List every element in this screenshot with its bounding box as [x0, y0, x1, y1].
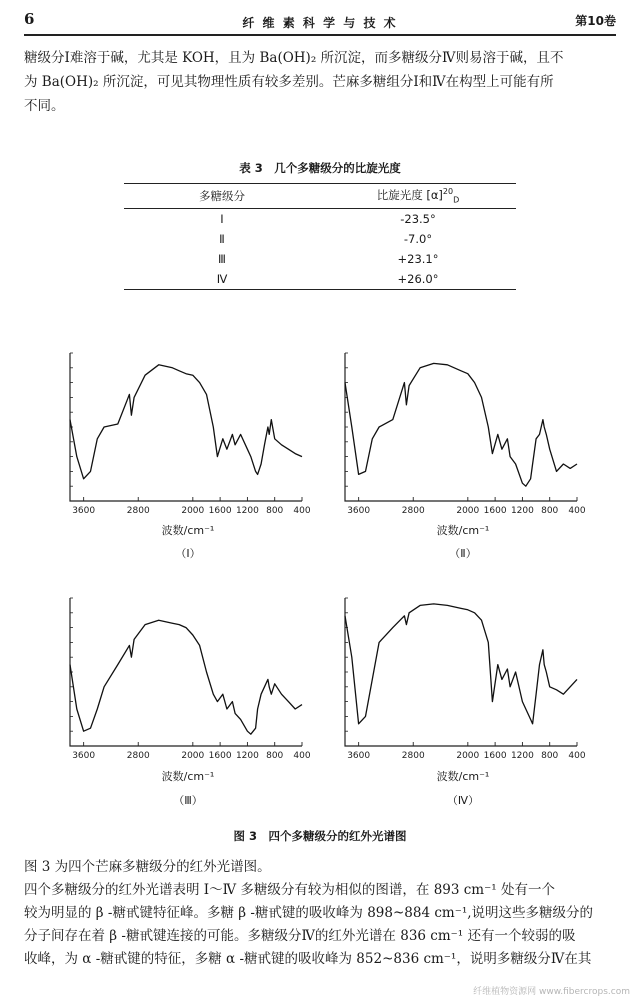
rotation-subscript: D	[453, 195, 460, 205]
chart-3-xlabel: 波数/cm⁻¹	[161, 770, 215, 783]
table-header-row	[124, 184, 516, 209]
x-tick-label: 1200	[235, 751, 259, 761]
ir-spectrum-line	[345, 363, 577, 486]
chart-axes	[70, 598, 302, 746]
x-tick-label: 400	[568, 751, 586, 761]
x-tick-label: 2800	[401, 751, 425, 761]
chart-3-panel-label: （Ⅲ）	[173, 794, 203, 807]
x-tick-label: 2000	[181, 506, 205, 516]
intro-line-1: 糖级分Ⅰ难溶于碱，尤其是 KOH，且为 Ba(OH)₂ 所沉淀，而多糖级分Ⅳ则易溶于碱，且不	[24, 50, 564, 66]
table-cell-rotation: +23.1°	[397, 252, 439, 267]
ir-chart-3	[58, 590, 311, 765]
watermark: 纤维植物资源网 www.fibercrops.com	[473, 987, 630, 997]
volume-label: 第10卷	[575, 14, 616, 28]
table-cell-fraction: Ⅲ	[218, 252, 226, 267]
body-line-3: 较为明显的 β -糖甙键特征峰。多糖 β -糖甙键的吸收峰为 898~884 cm⁻¹,说明这些多糖级分的	[24, 905, 594, 921]
table-row	[124, 269, 516, 290]
x-tick-label: 800	[541, 506, 559, 516]
intro-paragraph	[24, 46, 620, 118]
table-cell-fraction: Ⅳ	[124, 269, 320, 290]
x-tick-label: 2000	[181, 751, 205, 761]
x-tick-label: 3600	[347, 751, 371, 761]
chart-1-panel-label: （Ⅰ）	[175, 547, 201, 560]
rotation-superscript: 20	[442, 187, 454, 197]
page-number: 6	[24, 10, 35, 28]
x-tick-label: 1600	[483, 506, 507, 516]
x-tick-label: 800	[266, 751, 284, 761]
body-line-2: 四个多糖级分的红外光谱表明 Ⅰ～Ⅳ 多糖级分有较为相似的图谱，在 893 cm⁻¹ 处有一个	[24, 882, 555, 898]
body-line-5: 收峰，为 α -糖甙键的特征，多糖 α -糖甙键的吸收峰为 852~836 cm⁻¹，说明多糖级分Ⅳ在其	[24, 951, 592, 967]
x-tick-label: 1600	[208, 506, 232, 516]
table-row	[124, 229, 516, 249]
table-header-rotation	[320, 184, 516, 209]
x-tick-label: 1200	[510, 506, 534, 516]
ir-spectrum-line	[70, 620, 302, 734]
table-cell-rotation: -7.0°	[403, 232, 433, 247]
table-row	[124, 249, 516, 269]
rotation-table	[124, 183, 516, 290]
ir-chart-svg	[58, 590, 311, 765]
x-tick-label: 2000	[456, 506, 480, 516]
intro-line-2: 为 Ba(OH)₂ 所沉淀，可见其物理性质有较多差别。芒麻多糖组分Ⅰ和Ⅳ在构型上可能有所	[24, 74, 554, 90]
ir-chart-svg	[333, 590, 586, 765]
x-tick-label: 3600	[72, 506, 96, 516]
x-tick-label: 2000	[456, 751, 480, 761]
body-line-1: 图 3 为四个芒麻多糖级分的红外光谱图。	[24, 859, 271, 875]
x-tick-label: 800	[541, 751, 559, 761]
x-tick-label: 1600	[483, 751, 507, 761]
chart-4-panel-label: （Ⅳ）	[446, 794, 480, 807]
x-tick-label: 2800	[126, 506, 150, 516]
table-cell-fraction: Ⅰ	[220, 212, 224, 227]
body-line-4: 分子间存在着 β -糖甙键连接的可能。多糖级分Ⅳ的红外光谱在 836 cm⁻¹ 还有一个较弱的吸	[24, 928, 576, 944]
x-tick-label: 1600	[208, 751, 232, 761]
ir-spectrum-line	[345, 604, 577, 724]
table-header-rotation-text: 比旋光度 [α]	[376, 188, 443, 202]
ir-chart-4	[333, 590, 586, 765]
body-paragraph	[24, 856, 620, 971]
chart-1-xlabel: 波数/cm⁻¹	[161, 524, 215, 537]
intro-line-3: 不同。	[24, 98, 65, 114]
x-tick-label: 400	[293, 506, 311, 516]
x-tick-label: 2800	[401, 506, 425, 516]
table-cell-rotation: +26.0°	[320, 269, 516, 290]
table-cell-fraction: Ⅱ	[219, 232, 225, 247]
chart-4-xlabel: 波数/cm⁻¹	[436, 770, 490, 783]
x-tick-label: 800	[266, 506, 284, 516]
x-tick-label: 2800	[126, 751, 150, 761]
ir-chart-1	[58, 345, 311, 520]
x-tick-label: 3600	[347, 506, 371, 516]
table-cell-rotation: -23.5°	[400, 212, 436, 227]
ir-chart-svg	[58, 345, 311, 520]
x-tick-label: 400	[293, 751, 311, 761]
ir-chart-svg	[333, 345, 586, 520]
x-tick-label: 1200	[235, 506, 259, 516]
journal-title: 纤 维 素 科 学 与 技 术	[242, 16, 398, 30]
ir-chart-2	[333, 345, 586, 520]
x-tick-label: 3600	[72, 751, 96, 761]
table-header-fraction: 多糖级分	[124, 184, 320, 209]
chart-2-xlabel: 波数/cm⁻¹	[436, 524, 490, 537]
table-row	[124, 209, 516, 230]
x-tick-label: 400	[568, 506, 586, 516]
figure-caption: 图 3 四个多糖级分的红外光谱图	[233, 829, 407, 843]
chart-2-panel-label: （Ⅱ）	[449, 547, 477, 560]
table-caption: 表 3 几个多糖级分的比旋光度	[239, 161, 401, 175]
header-rule	[24, 34, 616, 36]
x-tick-label: 1200	[510, 751, 534, 761]
chart-axes	[345, 598, 577, 746]
ir-spectrum-line	[70, 365, 302, 479]
